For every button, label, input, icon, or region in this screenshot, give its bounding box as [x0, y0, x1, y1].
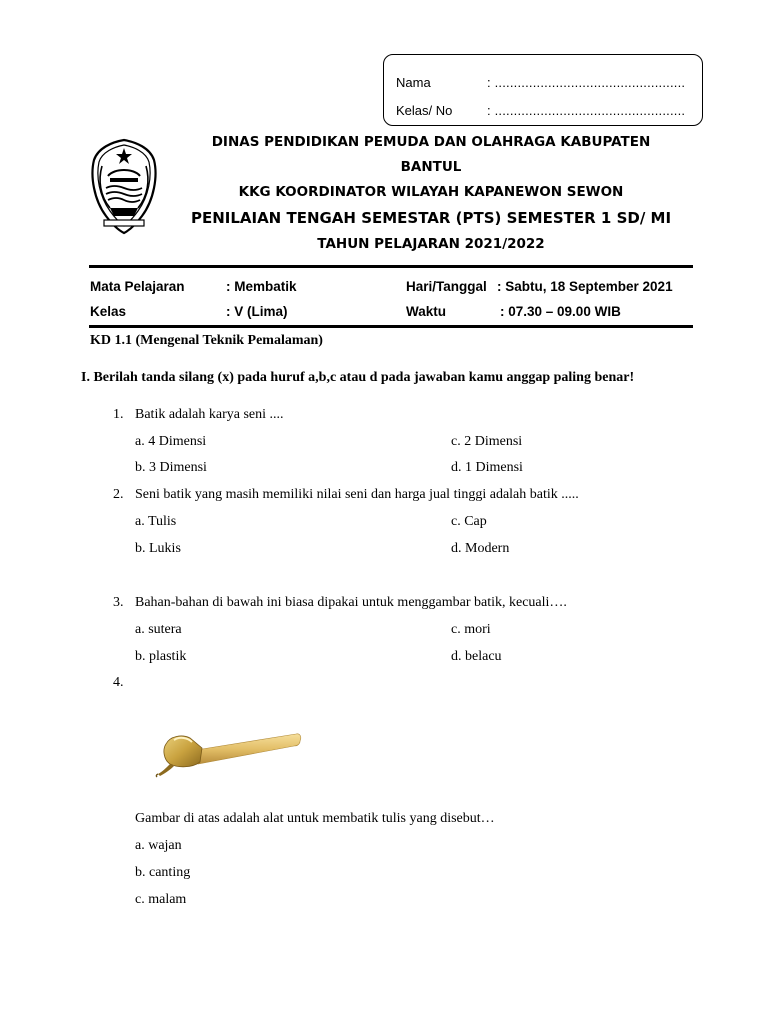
option-c[interactable]: c. Cap [451, 514, 487, 529]
academic-year: TAHUN PELAJARAN 2021/2022 [317, 236, 545, 252]
class-label: Kelas [90, 304, 127, 319]
question-number: 4. [113, 675, 124, 690]
name-field[interactable]: : .................................................. [487, 75, 686, 90]
question-number: 1. [113, 407, 124, 422]
info-top-rule [89, 265, 693, 268]
class-no-field[interactable]: : .................................................. [487, 103, 686, 118]
date-value: : Sabtu, 18 September 2021 [497, 279, 673, 294]
option-a[interactable]: a. wajan [135, 838, 182, 853]
question-number: 2. [113, 487, 124, 502]
option-d[interactable]: d. 1 Dimensi [451, 460, 523, 475]
question-text: Seni batik yang masih memiliki nilai seni dan harga jual tinggi adalah batik ..... [135, 487, 579, 502]
name-label: Nama [396, 75, 431, 90]
option-c[interactable]: c. 2 Dimensi [451, 434, 523, 449]
section-instruction: I. Berilah tanda silang (x) pada huruf a,b,c atau d pada jawaban kamu anggap paling benar! [81, 370, 635, 385]
question-number: 3. [113, 595, 124, 610]
option-b[interactable]: b. Lukis [135, 541, 181, 556]
info-bottom-rule [89, 325, 693, 328]
option-c[interactable]: c. mori [451, 622, 491, 637]
header-coordinator: KKG KOORDINATOR WILAYAH KAPANEWON SEWON [238, 184, 624, 200]
header-agency: DINAS PENDIDIKAN PEMUDA DAN OLAHRAGA KABUPATEN [211, 134, 651, 150]
option-a[interactable]: a. sutera [135, 622, 182, 637]
question-text: Batik adalah karya seni .... [135, 407, 284, 422]
student-identity-box [383, 54, 703, 126]
bantul-crest-logo [90, 136, 158, 236]
class-no-label: Kelas/ No [396, 103, 453, 118]
option-d[interactable]: d. belacu [451, 649, 502, 664]
time-label: Waktu [406, 304, 446, 319]
option-a[interactable]: a. Tulis [135, 514, 177, 529]
competency-heading: KD 1.1 (Mengenal Teknik Pemalaman) [90, 333, 323, 348]
subject-label: Mata Pelajaran [90, 279, 185, 294]
option-d[interactable]: d. Modern [451, 541, 510, 556]
date-label: Hari/Tanggal [406, 279, 487, 294]
option-a[interactable]: a. 4 Dimensi [135, 434, 207, 449]
canting-tool-image [136, 706, 320, 800]
option-b[interactable]: b. plastik [135, 649, 187, 664]
question-text: Bahan-bahan di bawah ini biasa dipakai untuk menggambar batik, kecuali…. [135, 595, 567, 610]
subject-value: : Membatik [226, 279, 297, 294]
exam-title: PENILAIAN TENGAH SEMESTAR (PTS) SEMESTER 1 SD/ MI [190, 209, 672, 227]
option-b[interactable]: b. 3 Dimensi [135, 460, 207, 475]
time-value: : 07.30 – 09.00 WIB [500, 304, 621, 319]
option-b[interactable]: b. canting [135, 865, 191, 880]
option-c[interactable]: c. malam [135, 892, 187, 907]
class-value: : V (Lima) [226, 304, 288, 319]
question-text: Gambar di atas adalah alat untuk membatik tulis yang disebut… [135, 811, 495, 826]
header-region: BANTUL [400, 159, 462, 175]
